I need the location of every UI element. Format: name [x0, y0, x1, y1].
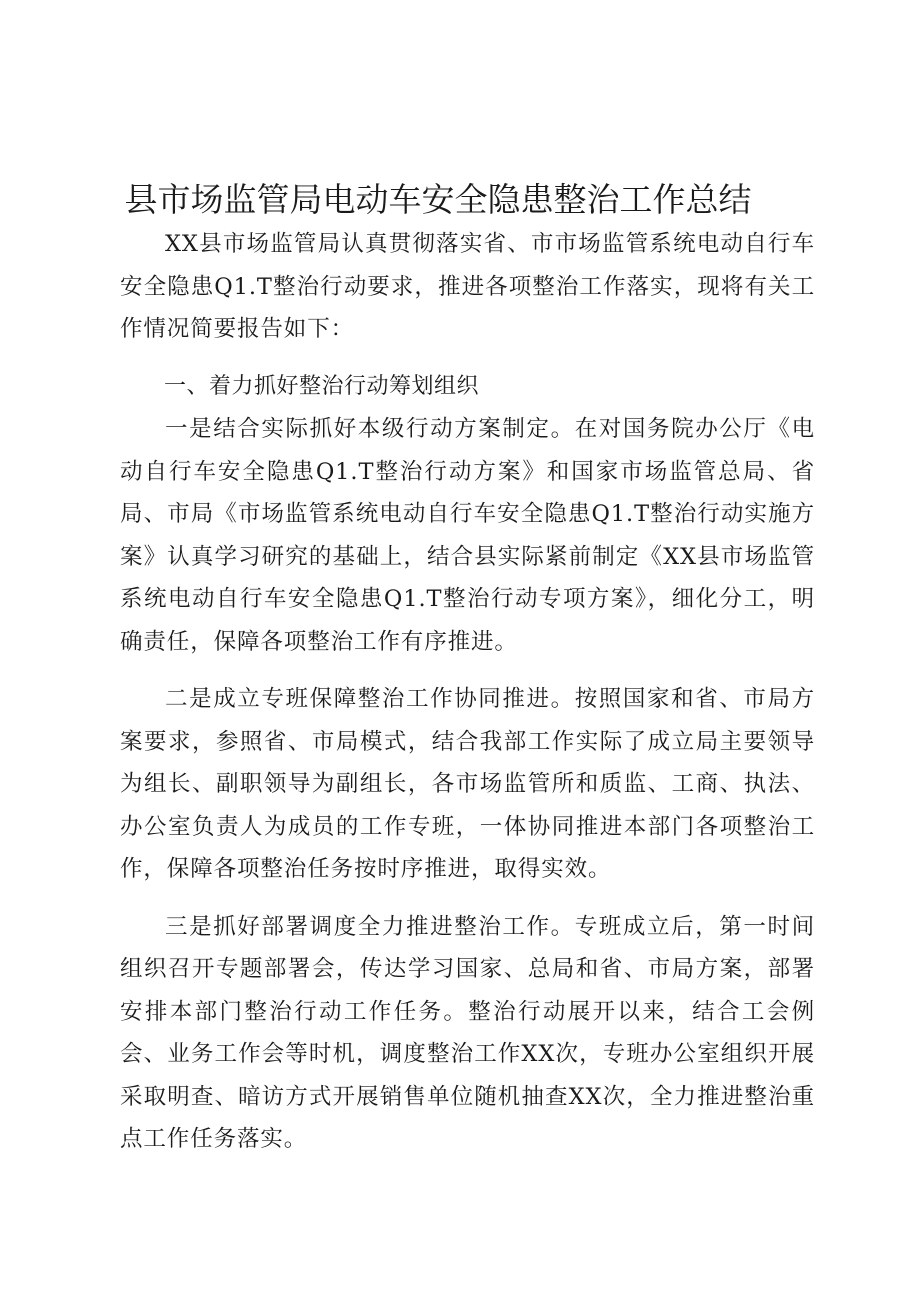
paragraph-1: 一是结合实际抓好本级行动方案制定。在对国务院办公厅《电动自行车安全隐患Q1.T整治行动方案》和国家市场监管总局、省局、市局《市场监管系统电动自行车安全隐患Q1.T整治行动实施方案》认真学习研究的基础上，结合县实际紧前制定《XX县市场监管系统电动自行车安全隐患Q1.T整治行动专项方案》，细化分工，明确责任，保障各项整治工作有序推进。: [120, 416, 815, 655]
document-body: [120, 223, 815, 1161]
document-title: 县市场监管局电动车安全隐患整治工作总结: [124, 180, 752, 219]
paragraph-3: 三是抓好部署调度全力推进整治工作。专班成立后，第一时间组织召开专题部署会，传达学习国家、总局和省、市局方案，部署安排本部门整治行动工作任务。整治行动展开以来，结合工会例会、业务工作会等时机，调度整治工作XX次，专班办公室组织开展采取明查、暗访方式开展销售单位随机抽查XX次，全力推进整治重点工作任务落实。: [120, 913, 815, 1152]
paragraph-2: 二是成立专班保障整治工作协同推进。按照国家和省、市局方案要求，参照省、市局模式，结合我部工作实际了成立局主要领导为组长、副职领导为副组长，各市场监管所和质监、工商、执法、办公室负责人为成员的工作专班，一体协同推进本部门各项整治工作，保障各项整治任务按时序推进，取得实效。: [120, 686, 815, 882]
section-heading: 一、着力抓好整治行动筹划组织: [164, 373, 480, 399]
intro-paragraph: XX县市场监管局认真贯彻落实省、市市场监管系统电动自行车安全隐患Q1.T整治行动要求，推进各项整治工作落实，现将有关工作情况简要报告如下：: [120, 231, 815, 342]
